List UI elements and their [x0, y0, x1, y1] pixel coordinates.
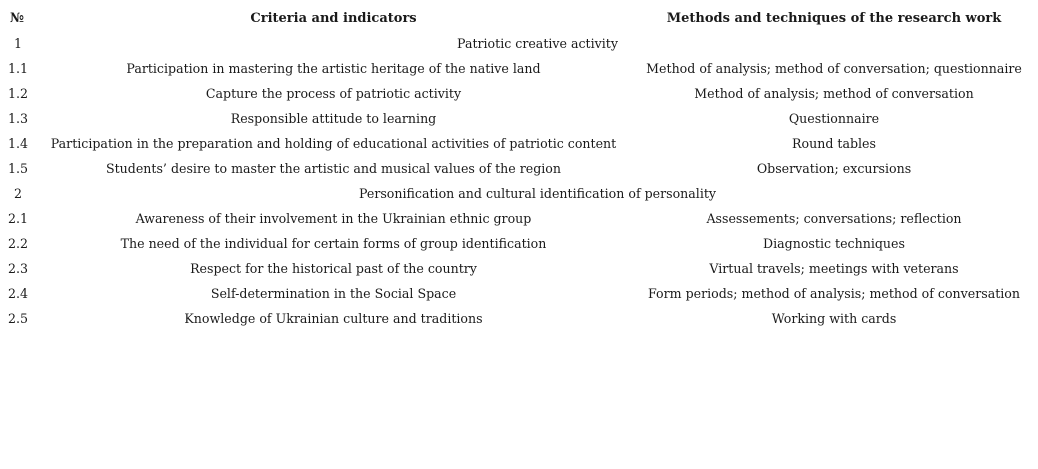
criteria-table: [0, 5, 1038, 331]
section-row: [0, 31, 1038, 56]
row-criteria: Capture the process of patriotic activity: [205, 86, 462, 101]
row-methods: Virtual travels; meetings with veterans: [709, 261, 959, 276]
row-methods: Questionnaire: [788, 111, 880, 126]
row-methods: Round tables: [792, 136, 876, 151]
row-methods: Method of analysis; method of conversation; questionnaire: [646, 61, 1022, 76]
header-num: №: [10, 10, 25, 26]
table-row: [0, 131, 1038, 156]
row-methods: Form periods; method of analysis; method of conversation: [648, 286, 1020, 301]
row-criteria: Respect for the historical past of the country: [190, 261, 477, 276]
row-num: 2.4: [8, 286, 29, 301]
table-row: [0, 56, 1038, 81]
section-title: Patriotic creative activity: [457, 36, 618, 51]
table-row: [0, 206, 1038, 231]
row-num: 2.1: [8, 211, 29, 226]
row-methods: Working with cards: [771, 311, 897, 326]
table-row: [0, 81, 1038, 106]
row-num: 2.3: [8, 261, 29, 276]
row-num: 1.4: [8, 136, 29, 151]
table-row: [0, 256, 1038, 281]
section-row: [0, 181, 1038, 206]
table-row: [0, 231, 1038, 256]
table-row: [0, 156, 1038, 181]
row-criteria: Students’ desire to master the artistic and musical values of the region: [105, 161, 562, 176]
row-methods: Method of analysis; method of conversation: [694, 86, 974, 101]
row-criteria: Responsible attitude to learning: [230, 111, 437, 126]
row-num: 2.2: [8, 236, 29, 251]
row-methods: Diagnostic techniques: [763, 236, 905, 251]
section-num: 1: [14, 36, 23, 51]
row-criteria: Participation in the preparation and holding of educational activities of patriotic content: [50, 136, 617, 151]
table-row: [0, 306, 1038, 331]
row-num: 2.5: [8, 311, 29, 326]
row-num: 1.1: [8, 61, 29, 76]
row-criteria: Self-determination in the Social Space: [210, 286, 457, 301]
row-methods: Observation; excursions: [756, 161, 912, 176]
header-criteria: Criteria and indicators: [250, 10, 417, 26]
row-num: 1.3: [8, 111, 29, 126]
row-num: 1.5: [8, 161, 29, 176]
row-methods: Assessements; conversations; reflection: [706, 211, 962, 226]
table-row: [0, 106, 1038, 131]
row-criteria: The need of the individual for certain forms of group identification: [120, 236, 547, 251]
header-row: [0, 5, 1038, 31]
row-criteria: Awareness of their involvement in the Ukrainian ethnic group: [135, 211, 532, 226]
row-num: 1.2: [8, 86, 29, 101]
header-methods: Methods and techniques of the research work: [666, 10, 1002, 26]
section-title: Personification and cultural identification of personality: [358, 186, 717, 201]
table-row: [0, 281, 1038, 306]
row-criteria: Knowledge of Ukrainian culture and traditions: [184, 311, 483, 326]
section-num: 2: [14, 186, 23, 201]
row-criteria: Participation in mastering the artistic heritage of the native land: [126, 61, 541, 76]
